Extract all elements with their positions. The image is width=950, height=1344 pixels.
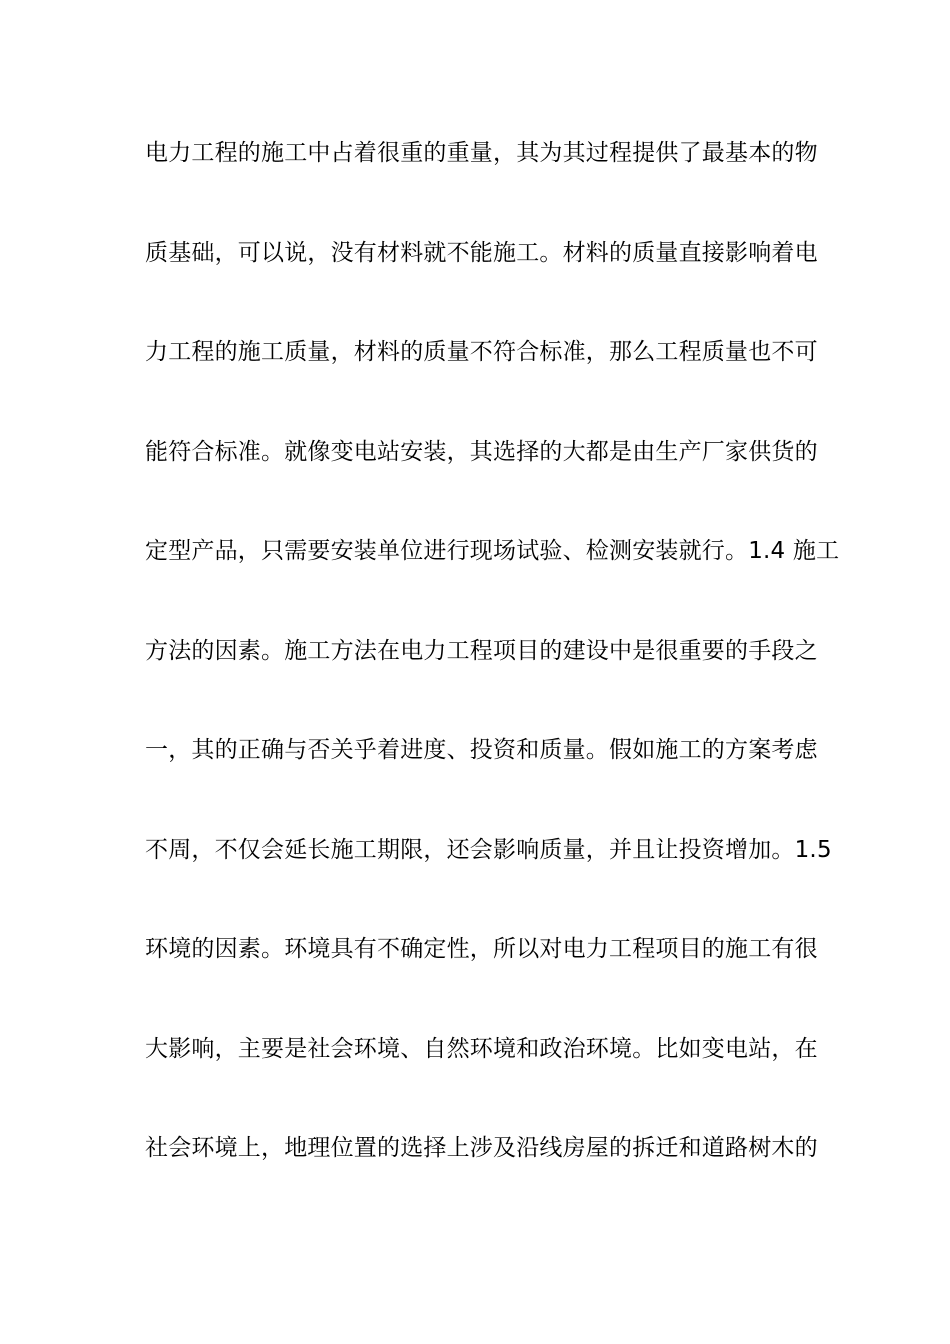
body-text [145, 130, 840, 1225]
text-line: 定型产品，只需要安装单位进行现场试验、检测安装就行。1.4 施工 [145, 538, 840, 564]
text-line: 社会环境上，地理位置的选择上涉及沿线房屋的拆迁和道路树木的 [145, 1135, 818, 1161]
text-line: 方法的因素。施工方法在电力工程项目的建设中是很重要的手段之 [145, 637, 818, 664]
text-line: 一，其的正确与否关乎着进度、投资和质量。假如施工的方案考虑 [145, 737, 818, 763]
text-line: 大影响，主要是社会环境、自然环境和政治环境。比如变电站，在 [145, 1035, 818, 1062]
text-line: 环境的因素。环境具有不确定性，所以对电力工程项目的施工有很 [145, 936, 818, 962]
text-line: 不周，不仅会延长施工期限，还会影响质量，并且让投资增加。1.5 [145, 836, 832, 863]
text-line: 力工程的施工质量，材料的质量不符合标准，那么工程质量也不可 [145, 339, 818, 365]
text-line: 电力工程的施工中占着很重的重量，其为其过程提供了最基本的物 [145, 140, 818, 166]
text-line: 质基础，可以说，没有材料就不能施工。材料的质量直接影响着电 [145, 239, 818, 266]
text-line: 能符合标准。就像变电站安装，其选择的大都是由生产厂家供货的 [145, 438, 818, 465]
